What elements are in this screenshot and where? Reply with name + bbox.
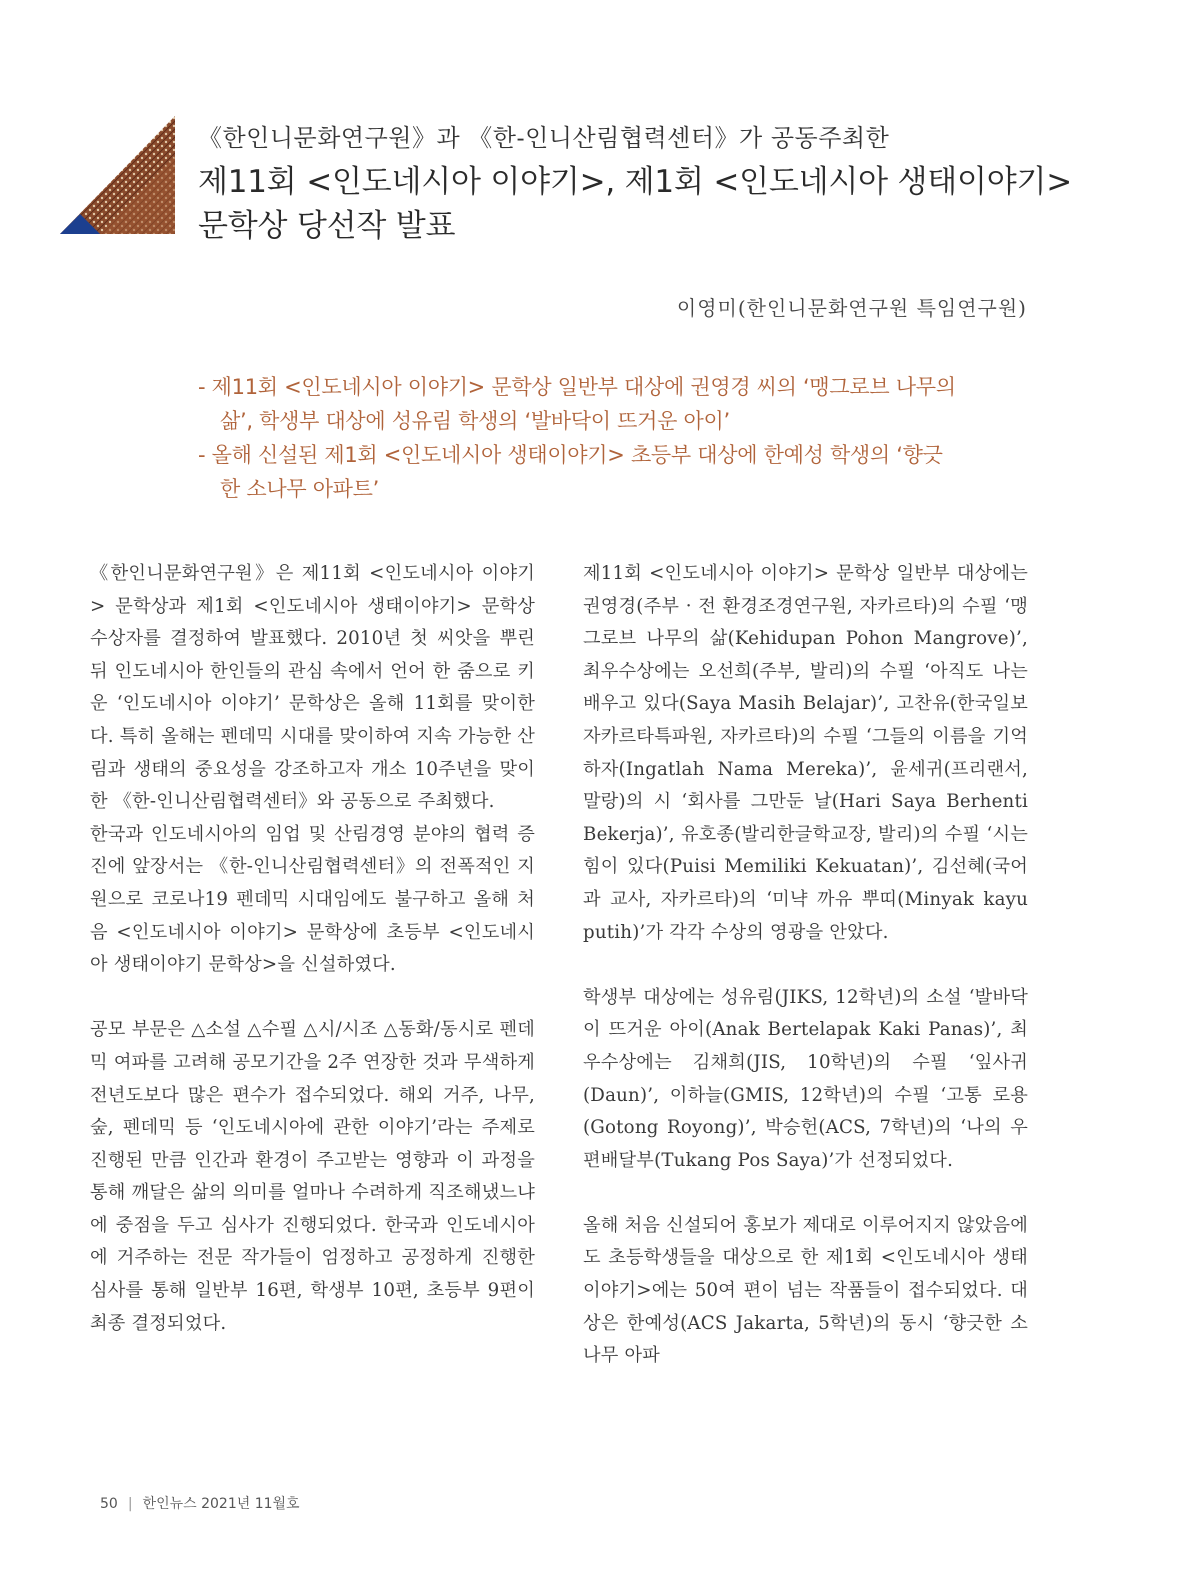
page-footer xyxy=(100,1493,300,1513)
body-paragraph: 한국과 인도네시아의 임업 및 산림경영 분야의 협력 증진에 앞장서는 《한-인니산림협력센터》의 전폭적인 지원으로 코로나19 펜데믹 시대임에도 불구하고 올해 처음 <인도네시아 이야기> 문학상에 초등부 <인도네시아 생태이야기 문학상>을 신설하였다. xyxy=(90,823,535,976)
article-title xyxy=(198,160,1128,248)
article-header xyxy=(198,120,1128,248)
body-column-right xyxy=(583,558,1028,1373)
publication-name: 한인뉴스 2021년 11월호 xyxy=(142,1496,300,1512)
batik-triangle-decoration xyxy=(60,116,175,234)
body-paragraph: 《한인니문화연구원》은 제11회 <인도네시아 이야기> 문학상과 제1회 <인도네시아 생태이야기> 문학상 수상자를 결정하여 발표했다. 2010년 첫 씨앗을 뿌린 뒤 인도네시아 한인들의 관심 속에서 언어 한 줌으로 키운 ‘인도네시아 이야기’ 문학상은 올해 11회를 맞이한다. 특히 올해는 펜데믹 시대를 맞이하여 지속 가능한 산림과 생태의 중요성을 강조하고자 개소 10주년을 맞이한 《한-인니산림협력센터》와 공동으로 주최했다. xyxy=(90,563,535,813)
article-byline: 이영미(한인니문화연구원 특임연구원) xyxy=(676,296,1027,320)
highlight-item: - 올해 신설된 제1회 <인도네시아 생태이야기> 초등부 대상에 한예성 학생의 ‘향긋한 소나무 아파트’ xyxy=(198,443,943,501)
article-highlights xyxy=(198,370,958,506)
article-title-line-1: 제11회 <인도네시아 이야기>, 제1회 <인도네시아 생태이야기> xyxy=(198,164,1073,200)
body-paragraph: 학생부 대상에는 성유림(JIKS, 12학년)의 소설 ‘발바닥이 뜨거운 아이(Anak Bertelapak Kaki Panas)’, 최우수상에는 김채희(JIS, 10학년)의 수필 ‘잎사귀(Daun)’, 이하늘(GMIS, 12학년)의 수필 ‘고통 로용(Gotong Royong)’, 박승헌(ACS, 7학년)의 ‘나의 우편배달부(Tukang Pos Saya)’가 선정되었다. xyxy=(583,986,1028,1171)
page-number: 50 xyxy=(100,1496,118,1512)
body-paragraph: 올해 처음 신설되어 홍보가 제대로 이루어지지 않았음에도 초등학생들을 대상으로 한 제1회 <인도네시아 생태이야기>에는 50여 편이 넘는 작품들이 접수되었다. 대상은 한예성(ACS Jakarta, 5학년)의 동시 ‘향긋한 소나무 아파 xyxy=(583,1214,1028,1367)
body-column-left xyxy=(90,558,535,1340)
highlight-item: - 제11회 <인도네시아 이야기> 문학상 일반부 대상에 권영경 씨의 ‘맹그로브 나무의 삶’, 학생부 대상에 성유림 학생의 ‘발바닥이 뜨거운 아이’ xyxy=(198,375,956,433)
body-paragraph: 공모 부문은 △소설 △수필 △시/시조 △동화/동시로 펜데믹 여파를 고려해 공모기간을 2주 연장한 것과 무색하게 전년도보다 많은 편수가 접수되었다. 해외 거주, 나무, 숲, 펜데믹 등 ‘인도네시아에 관한 이야기’라는 주제로 진행된 만큼 인간과 환경이 주고받는 영향과 이 과정을 통해 깨달은 삶의 의미를 얼마나 수려하게 직조해냈느냐에 중점을 두고 심사가 진행되었다. 한국과 인도네시아에 거주하는 전문 작가들이 엄정하고 공정하게 진행한 심사를 통해 일반부 16편, 학생부 10편, 초등부 9편이 최종 결정되었다. xyxy=(90,1019,535,1334)
body-paragraph: 제11회 <인도네시아 이야기> 문학상 일반부 대상에는 권영경(주부 · 전 환경조경연구원, 자카르타)의 수필 ‘맹그로브 나무의 삶(Kehidupan Pohon Mangrove)’, 최우수상에는 오선희(주부, 발리)의 수필 ‘아직도 나는 배우고 있다(Saya Masih Belajar)’, 고찬유(한국일보자카르타특파원, 자카르타)의 수필 ‘그들의 이름을 기억하자(Ingatlah Nama Mereka)’, 윤세귀(프리랜서, 말랑)의 시 ‘회사를 그만둔 날(Hari Saya Berhenti Bekerja)’, 유호종(발리한글학교장, 발리)의 수필 ‘시는 힘이 있다(Puisi Memiliki Kekuatan)’, 김선혜(국어과 교사, 자카르타)의 ‘미냑 까유 뿌띠(Minyak kayu putih)’가 각각 수상의 영광을 안았다. xyxy=(583,563,1028,943)
article-kicker: 《한인니문화연구원》과 《한-인니산림협력센터》가 공동주최한 xyxy=(198,124,890,152)
article-title-line-2: 문학상 당선작 발표 xyxy=(198,208,456,244)
footer-separator: | xyxy=(127,1496,133,1512)
